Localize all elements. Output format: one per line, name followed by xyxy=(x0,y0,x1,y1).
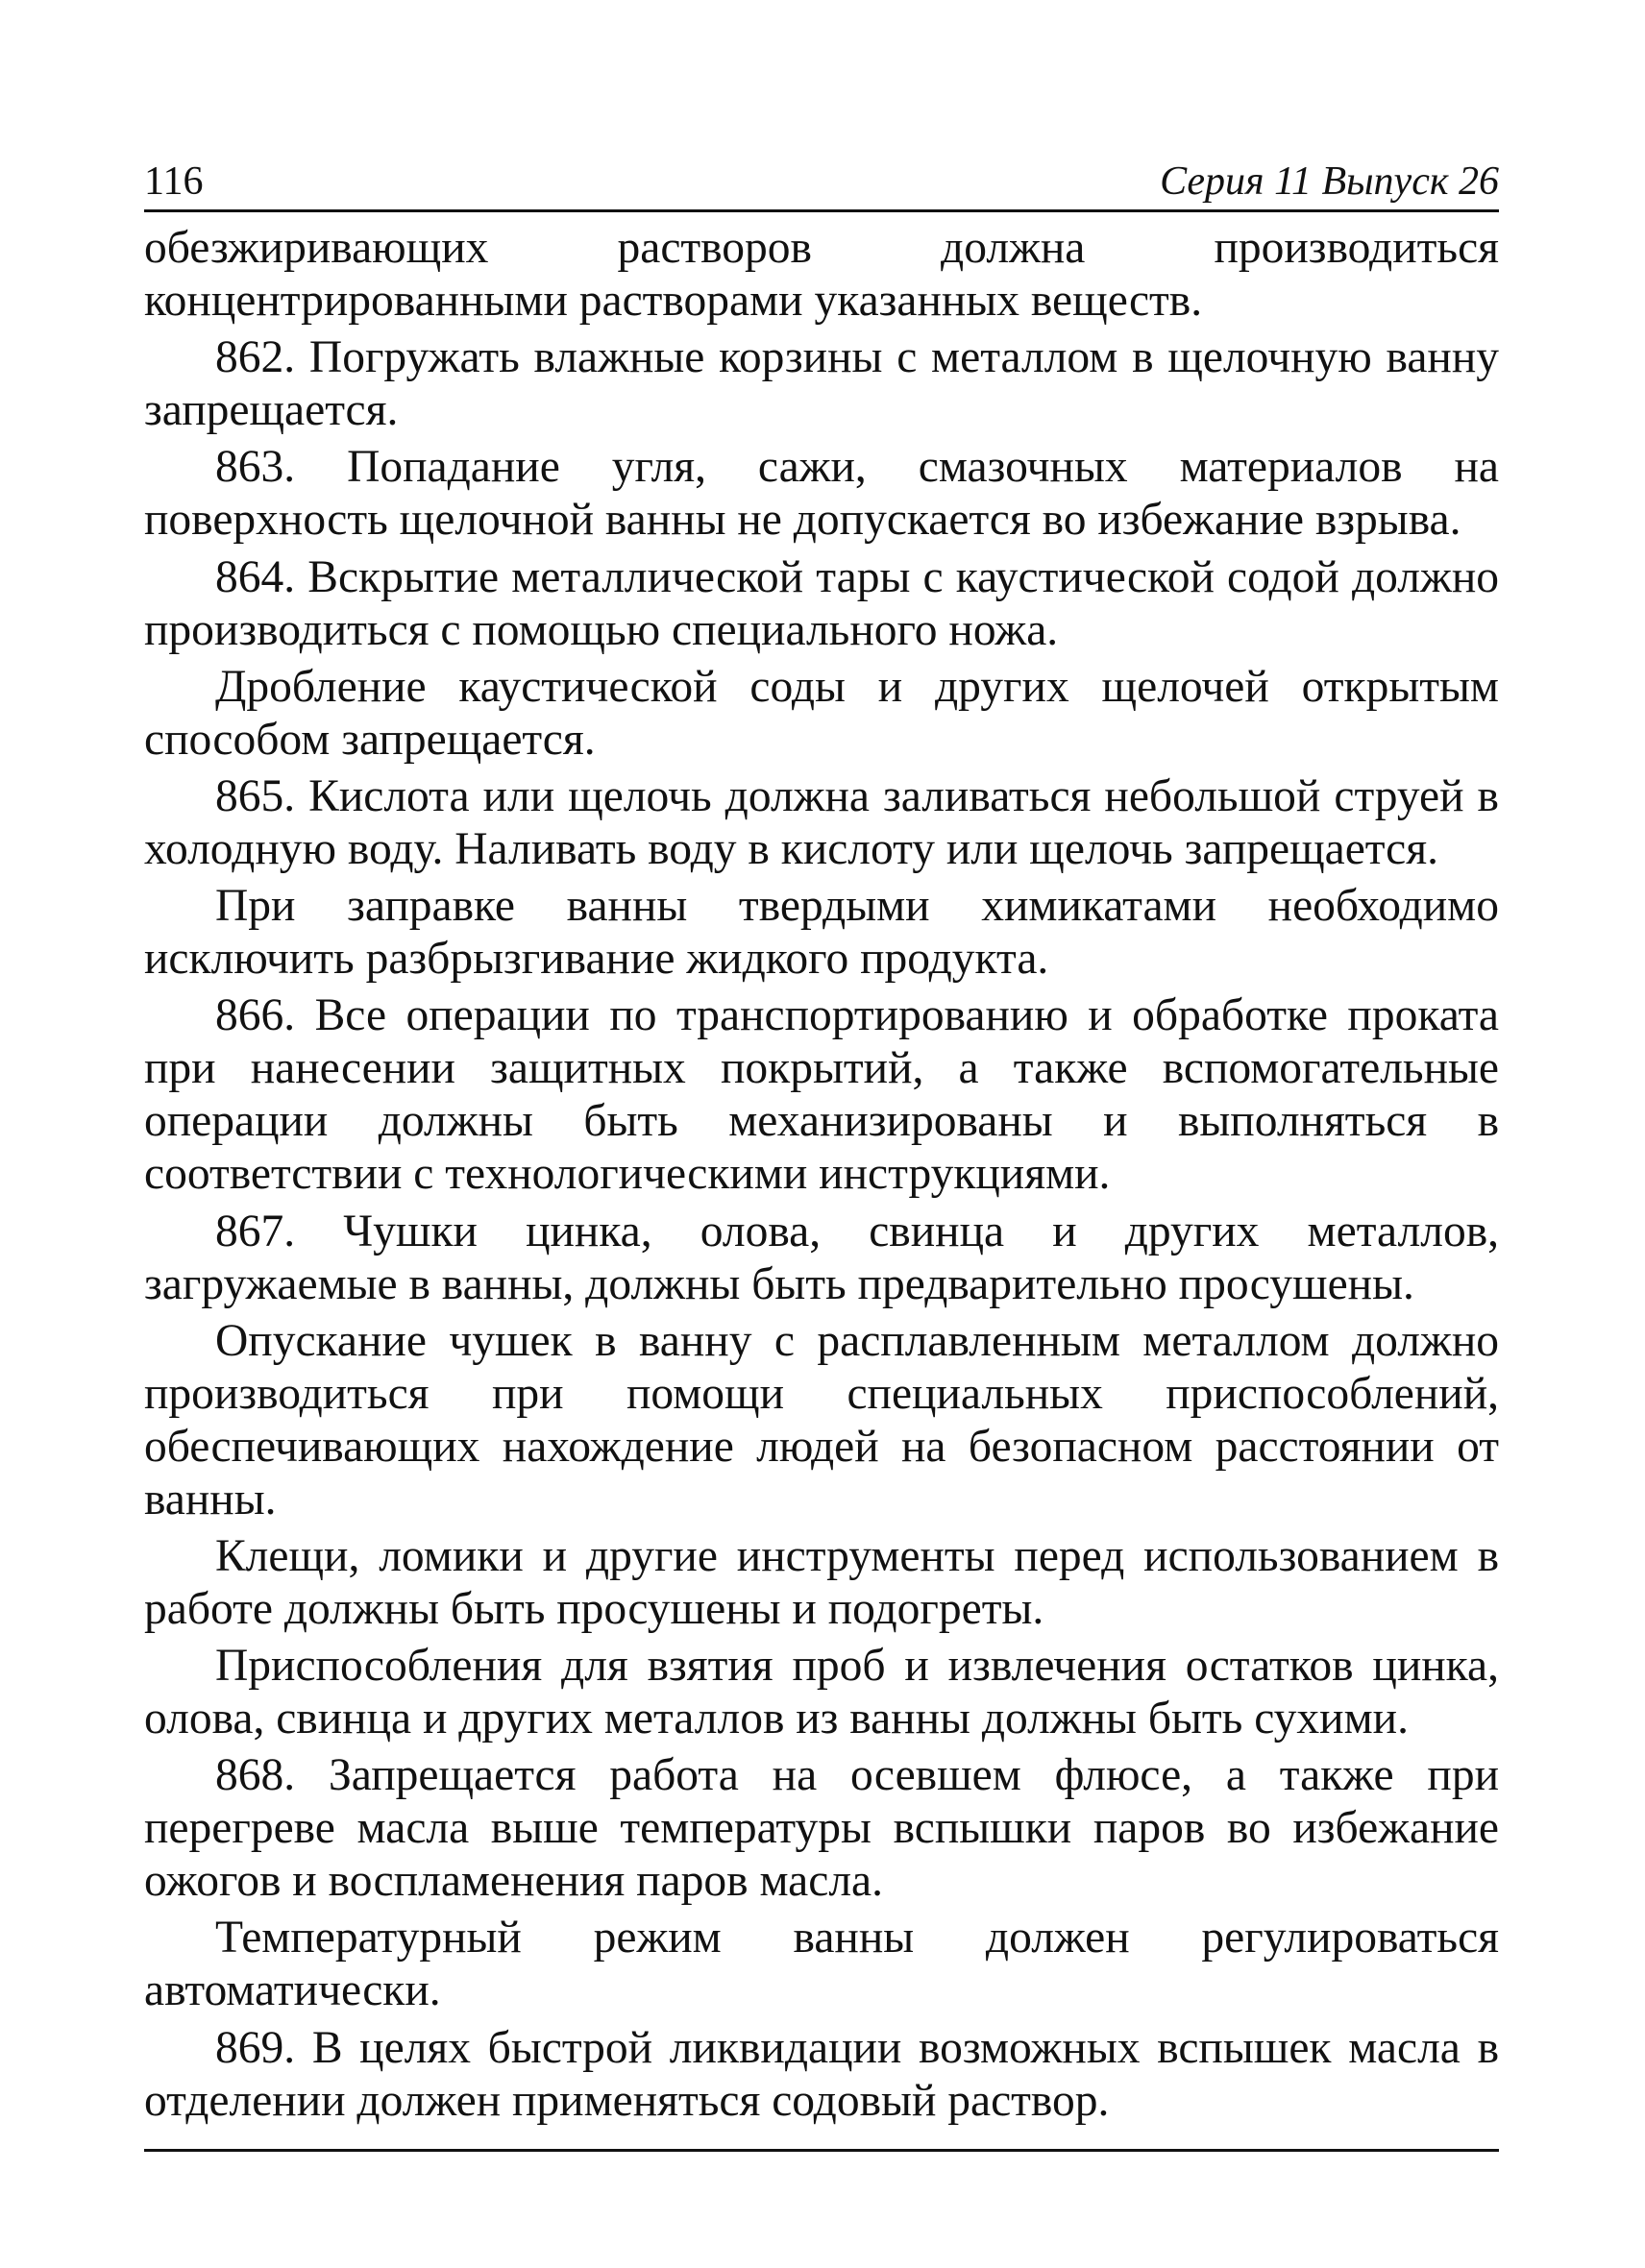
paragraph-867-d: Приспособления для взятия проб и извлечения остатков цинка, олова, свинца и других металлов из ванны должны быть сухими. xyxy=(144,1641,1499,1744)
page-number: 116 xyxy=(144,159,204,204)
paragraph-869: 869. В целях быстрой ликвидации возможных вспышек масла в отделении должен применяться содовый раствор. xyxy=(144,2022,1499,2126)
paragraph-866: 866. Все операции по транспортированию и обработке проката при нанесении защитных покрытий, а также вспомогательные операции должны быть механизированы и выполняться в соответствии с технологическими инструкциями. xyxy=(144,990,1499,1200)
paragraph-864-b: Дробление каустической соды и других щелочей открытым способом запрещается. xyxy=(144,661,1499,765)
paragraph-868-b: Температурный режим ванны должен регулироваться автоматически. xyxy=(144,1913,1499,2016)
paragraph-865-b: При заправке ванны твердыми химикатами необходимо исключить разбрызгивание жидкого продукта. xyxy=(144,881,1499,985)
paragraph-862: 862. Погружать влажные корзины с металлом в щелочную ванну запрещается. xyxy=(144,332,1499,436)
paragraph-865: 865. Кислота или щелочь должна заливаться небольшой струей в холодную воду. Наливать воду в кислоту или щелочь запрещается. xyxy=(144,770,1499,874)
paragraph-continued: обезжиривающих растворов должна производиться концентрированными растворами указанных веществ. xyxy=(144,223,1499,326)
book-page xyxy=(144,154,1499,2152)
paragraph-867-c: Клещи, ломики и другие инструменты перед использованием в работе должны быть просушены и подогреты. xyxy=(144,1530,1499,1634)
bottom-rule xyxy=(144,2149,1499,2152)
paragraph-867: 867. Чушки цинка, олова, свинца и других металлов, загружаемые в ванны, должны быть предварительно просушены. xyxy=(144,1206,1499,1309)
running-header xyxy=(144,154,1499,212)
paragraph-867-b: Опускание чушек в ванну с расплавленным металлом должно производиться при помощи специальных приспособлений, обеспечивающих нахождение людей на безопасном расстоянии от ванны. xyxy=(144,1315,1499,1524)
series-issue-label: Серия 11 Выпуск 26 xyxy=(1160,159,1499,204)
paragraph-863: 863. Попадание угля, сажи, смазочных материалов на поверхность щелочной ванны не допускается во избежание взрыва. xyxy=(144,442,1499,546)
paragraph-868: 868. Запрещается работа на осевшем флюсе, а также при перегреве масла выше температуры вспышки паров во избежание ожогов и воспламенения паров масла. xyxy=(144,1750,1499,1907)
paragraph-864: 864. Вскрытие металлической тары с каустической содой должно производиться с помощью специального ножа. xyxy=(144,551,1499,655)
body-text xyxy=(144,222,1499,2128)
